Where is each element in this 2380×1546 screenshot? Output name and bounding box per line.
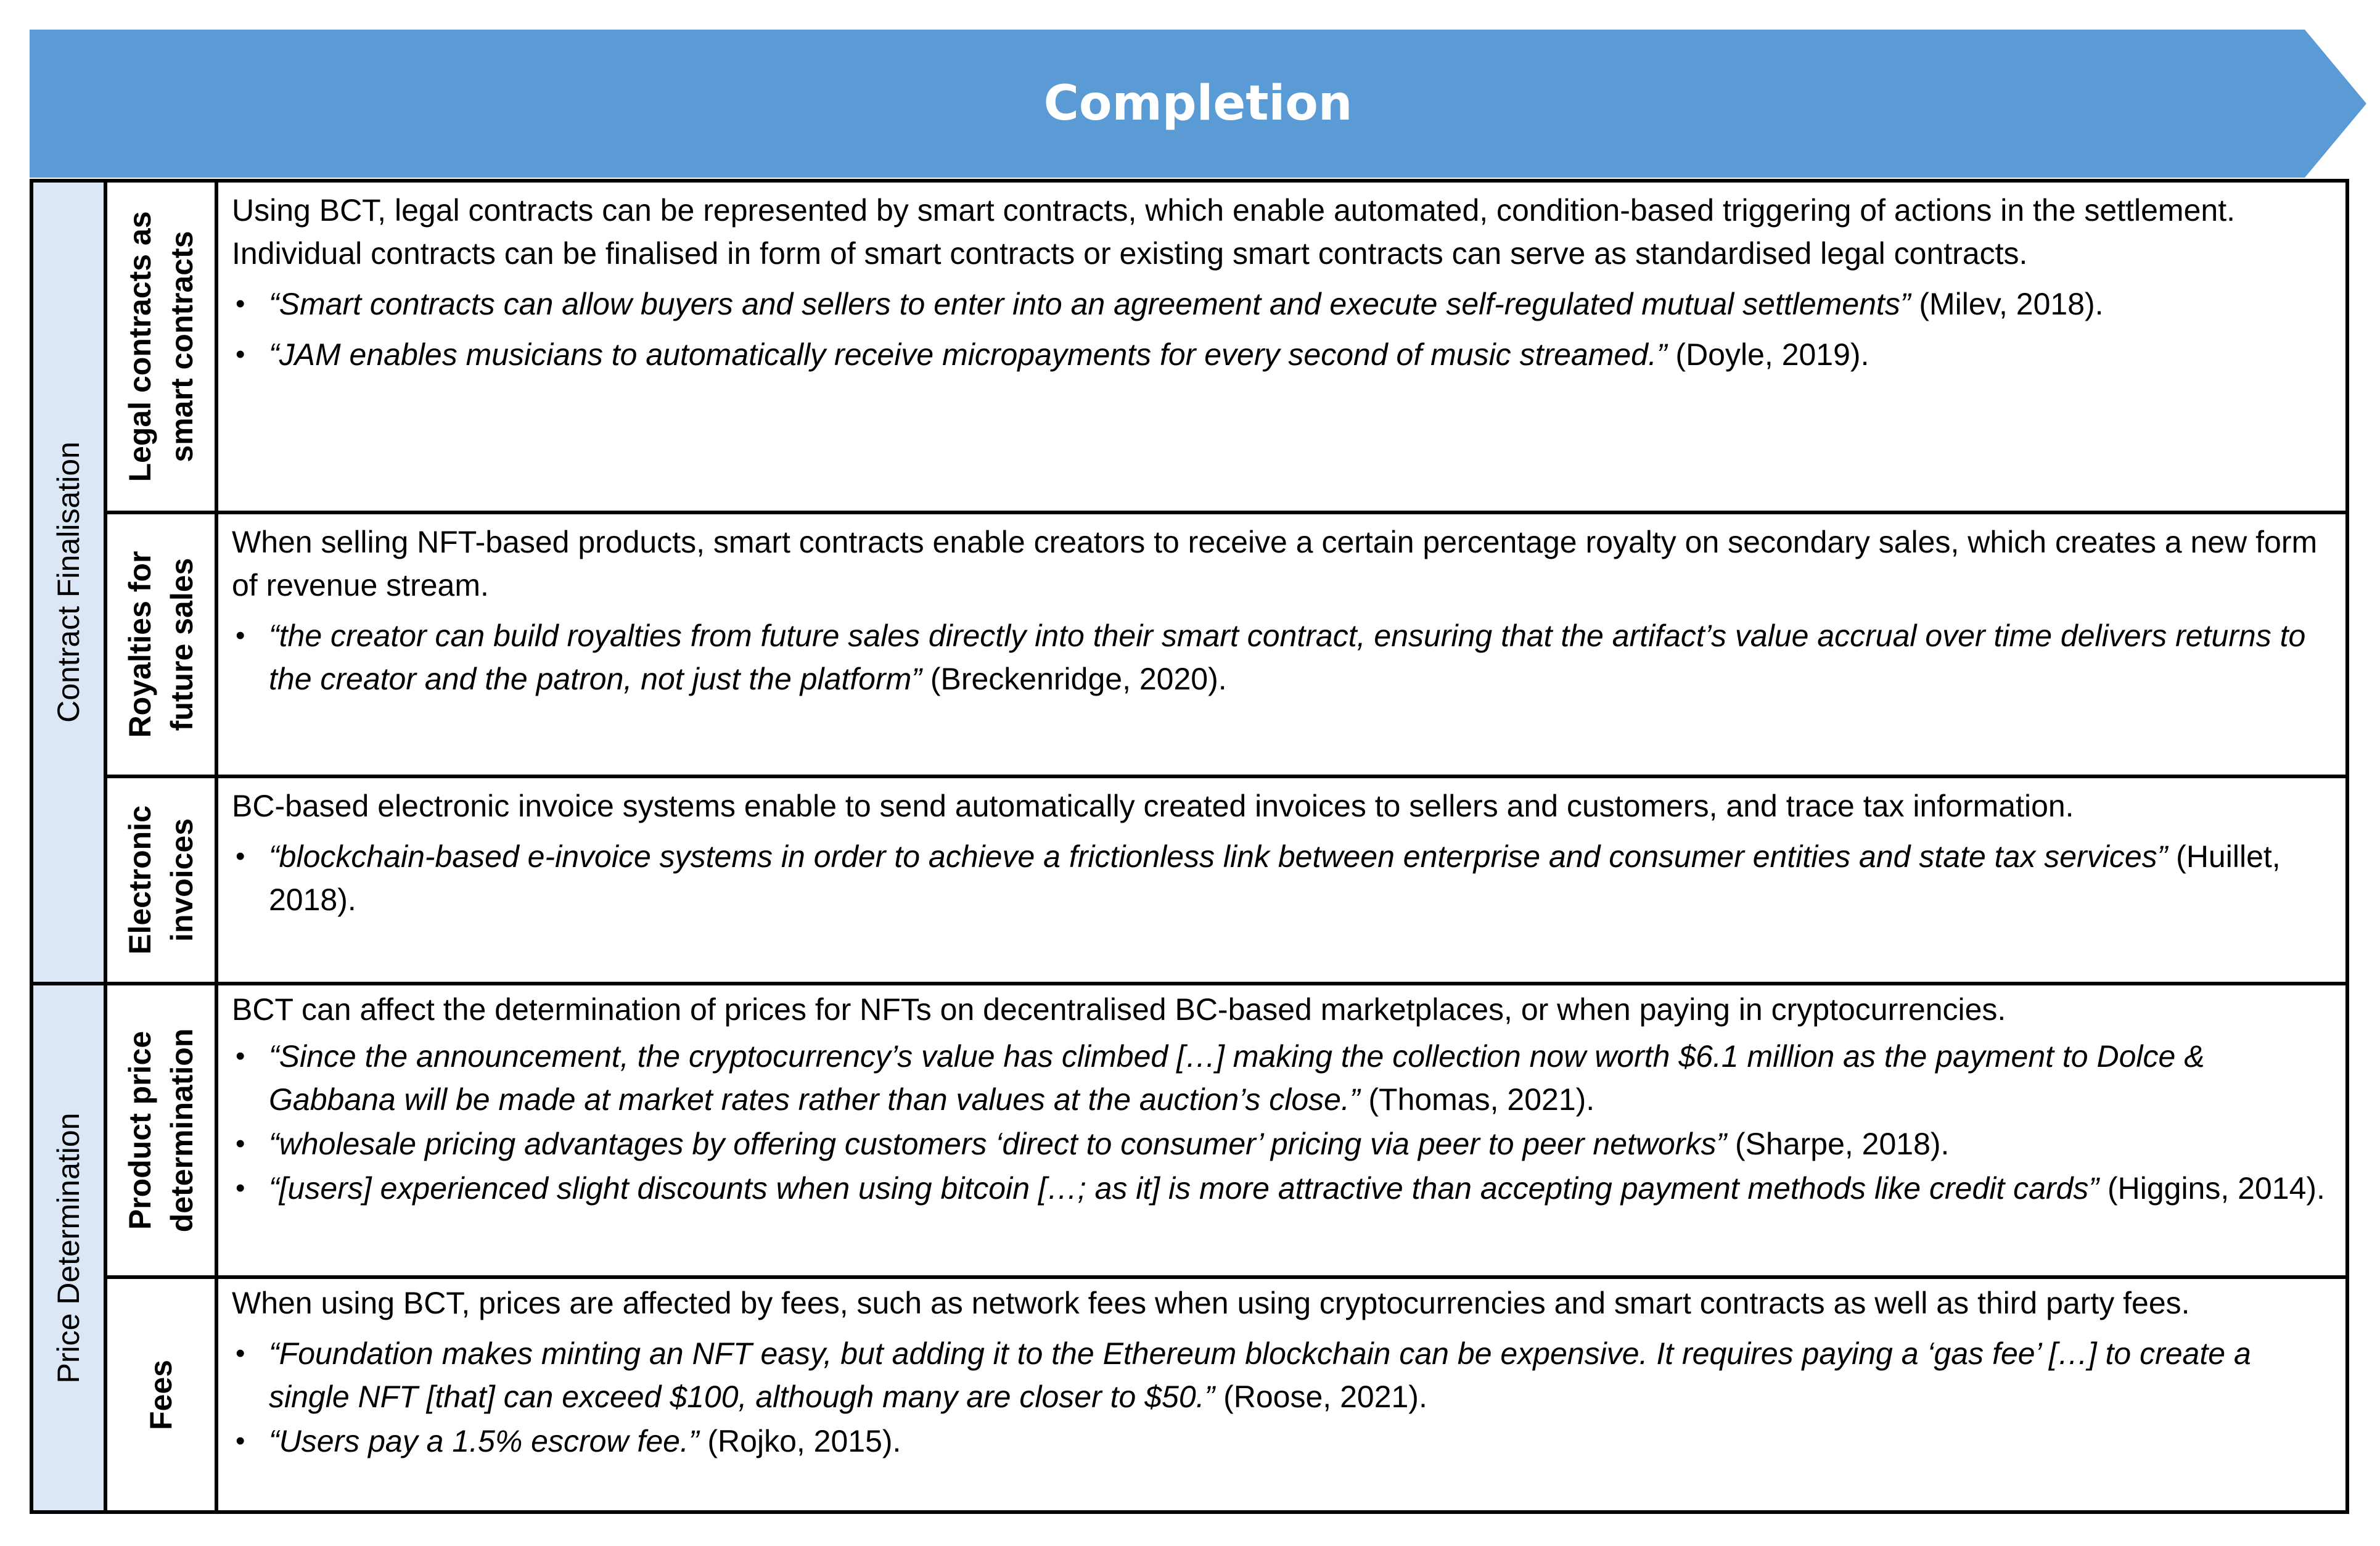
row-label-product-price — [107, 985, 218, 1275]
row-content-royalties — [218, 514, 2345, 775]
row-content-fees — [218, 1279, 2345, 1510]
category-price-determination — [33, 985, 107, 1510]
quote-text: “Since the announcement, the cryptocurrency’s value has climbed […] making the collection now worth $6.1 million as the payment to Dolce & Gabbana will be made at market rates rather than values at the auction’s close.” — [269, 1039, 2205, 1117]
citation: (Doyle, 2019). — [1667, 337, 1869, 372]
row-label-line: invoices — [165, 818, 199, 942]
quote-text: “JAM enables musicians to automatically receive micropayments for every second of music streamed.” — [269, 337, 1667, 372]
citation: (Milev, 2018). — [1910, 287, 2104, 321]
list-item — [232, 835, 2332, 921]
citation: (Roose, 2021). — [1215, 1379, 1427, 1414]
list-item — [232, 1332, 2332, 1418]
list-item — [232, 1420, 2332, 1463]
citation: (Higgins, 2014). — [2099, 1171, 2325, 1206]
row-label-text — [119, 551, 203, 738]
row-description: When using BCT, prices are affected by fees, such as network fees when using cryptocurrencies and smart contracts as well as third party fees. — [232, 1286, 2190, 1320]
quote-list — [232, 282, 2332, 376]
row-description: BC-based electronic invoice systems enable to send automatically created invoices to sellers and customers, and trace tax information. — [232, 789, 2074, 823]
citation: (Breckenridge, 2020). — [921, 662, 1227, 696]
row-label-line: determination — [165, 1028, 199, 1233]
list-item — [232, 1167, 2332, 1210]
header-banner — [30, 30, 2366, 178]
quote-text: “blockchain-based e-invoice systems in order to achieve a frictionless link between enterprise and consumer entities and state tax services” — [269, 839, 2168, 874]
row-label-line: Electronic — [123, 805, 157, 955]
quote-list — [232, 1332, 2332, 1463]
list-item — [232, 614, 2332, 701]
quote-list — [232, 1035, 2332, 1210]
category-contract-finalisation — [33, 183, 107, 982]
row-label-line: future sales — [165, 557, 199, 731]
list-item — [232, 282, 2332, 326]
row-description: Using BCT, legal contracts can be represented by smart contracts, which enable automated, condition-based triggering of actions in the settlement. Individual contracts can be finalised in form of smart contracts or existing smart contracts can serve as standardised legal contracts. — [232, 193, 2235, 271]
row-content-product-price — [218, 985, 2345, 1275]
row-content-electronic-invoices — [218, 778, 2345, 982]
row-content-legal-contracts — [218, 183, 2345, 511]
row-label-fees — [107, 1279, 218, 1510]
row-label-royalties — [107, 514, 218, 775]
completion-table — [30, 179, 2349, 1514]
quote-text: “wholesale pricing advantages by offering customers ‘direct to consumer’ pricing via peer to peer networks” — [269, 1127, 1727, 1161]
citation: (Rojko, 2015). — [699, 1424, 901, 1458]
quote-text: “[users] experienced slight discounts when using bitcoin […; as it] is more attractive than accepting payment methods like credit cards” — [269, 1171, 2099, 1206]
row-label-text — [119, 211, 203, 482]
category-label: Contract Finalisation — [51, 442, 86, 723]
row-label-electronic-invoices — [107, 778, 218, 982]
citation: (Sharpe, 2018). — [1726, 1127, 1950, 1161]
row-label-line: smart contracts — [165, 231, 199, 463]
row-label-line: Fees — [144, 1359, 178, 1430]
quote-text: “Smart contracts can allow buyers and sellers to enter into an agreement and execute self-regulated mutual settlements” — [269, 287, 1911, 321]
row-label-line: Product price — [123, 1030, 157, 1230]
row-label-text — [140, 1360, 182, 1430]
category-label: Price Determination — [51, 1112, 86, 1384]
quote-text: “Foundation makes minting an NFT easy, but adding it to the Ethereum blockchain can be expensive. It requires paying a ‘gas fee’ […] to create a single NFT [that] can exceed $100, although many are closer to $50.” — [269, 1336, 2251, 1414]
quote-text: “Users pay a 1.5% escrow fee.” — [269, 1424, 699, 1458]
row-label-line: Royalties for — [123, 551, 157, 738]
row-label-legal-contracts — [107, 183, 218, 511]
quote-text: “the creator can build royalties from future sales directly into their smart contract, ensuring that the artifact’s value accrual over time delivers returns to the creator and the patron, not just the platform” — [269, 619, 2306, 696]
header-title: Completion — [1043, 76, 1353, 131]
quote-list — [232, 614, 2332, 701]
row-label-text — [119, 1029, 203, 1233]
citation: (Thomas, 2021). — [1360, 1082, 1595, 1117]
row-description: BCT can affect the determination of prices for NFTs on decentralised BC-based marketplaces, or when paying in cryptocurrencies. — [232, 992, 2006, 1027]
citation: (Huillet, 2018). — [269, 839, 2281, 917]
row-label-text — [119, 805, 203, 955]
quote-list — [232, 835, 2332, 921]
list-item — [232, 1035, 2332, 1121]
row-description: When selling NFT-based products, smart contracts enable creators to receive a certain percentage royalty on secondary sales, which creates a new form of revenue stream. — [232, 525, 2318, 602]
row-label-line: Legal contracts as — [123, 211, 157, 482]
list-item — [232, 333, 2332, 376]
list-item — [232, 1122, 2332, 1166]
